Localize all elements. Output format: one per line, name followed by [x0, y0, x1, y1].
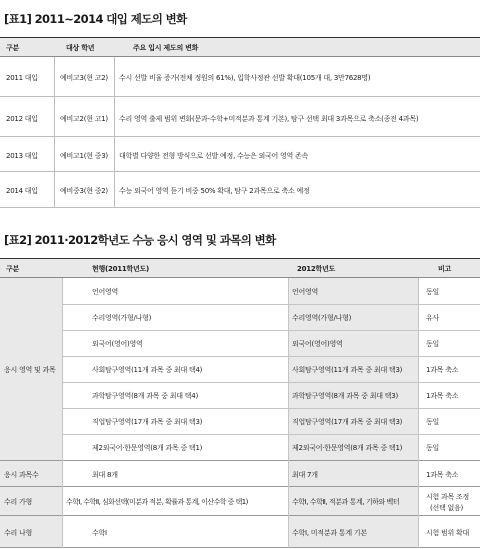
- table2-cell-note-sub: (선택 없음): [430, 504, 463, 512]
- table2-cell-note: 동일: [426, 340, 440, 348]
- table2-header-note: 비고: [438, 265, 452, 273]
- table2-row-label: 수리 가형: [4, 498, 33, 506]
- table2-cell-note: 동일: [426, 418, 440, 426]
- table1-row: [0, 57, 480, 97]
- table2-divider: [288, 278, 289, 548]
- table1-cell-grade: 예비중3(현 중2): [60, 187, 108, 195]
- table2-cell-2012: 수학Ⅰ, 수학Ⅱ, 적분과 통계, 기하와 벡터: [292, 498, 400, 506]
- table2-cell-note: 동일: [426, 444, 440, 452]
- table2-cell-current: 외국어(영어)영역: [92, 340, 143, 348]
- table2-cell-current: 최대 8개: [92, 471, 118, 479]
- table2-cell-current: 수리영역(가형/나형): [92, 314, 152, 322]
- table1-cell-year: 2013 대입: [6, 152, 38, 160]
- table1-header-grade: 대상 학년: [66, 44, 95, 52]
- table2-bottom-line: [0, 547, 480, 548]
- table1-cell-grade: 예비고3(현 고2): [60, 74, 108, 82]
- table1-cell-change: 수리 영역 출제 범위 변화(문과-수학+미적분과 통계 기본), 탐구 선택 최대 3과목으로 축소(종전 4과목): [119, 115, 419, 123]
- table2-row-line: [0, 515, 480, 516]
- table1-divider: [54, 57, 55, 208]
- table1-row: [0, 97, 480, 137]
- table2-group-label: 응시 영역 및 과목: [4, 366, 56, 374]
- table2-cell-note: 시험 과목 조정: [426, 493, 470, 501]
- table2-cell-current: 수학Ⅰ, 수학Ⅱ, 심화선택(미분과 적분, 확률과 통계, 이산수학 중 택1): [66, 498, 248, 506]
- table1-cell-year: 2012 대입: [6, 115, 38, 123]
- table2-header: [0, 258, 480, 278]
- table2-cell-note: 시험 범위 확대: [426, 529, 470, 537]
- table1-row: [0, 172, 480, 208]
- table2-row-line: [0, 460, 480, 461]
- table1-divider: [114, 57, 115, 208]
- table2-cell-2012: 사회탐구영역(11개 과목 중 최대 택3): [292, 366, 403, 374]
- table2-cell-note: 1과목 축소: [426, 366, 459, 374]
- table2-cell-2012: 언어영역: [292, 288, 319, 296]
- table2-cell-note: 1과목 축소: [426, 471, 459, 479]
- table2-cell-note: 유사: [426, 314, 440, 322]
- table2-cell-2012: 과학탐구영역(8개 과목 중 최대 택3): [292, 392, 398, 400]
- table2-row-label: 수리 나형: [4, 529, 33, 537]
- table2-cell-note: 동일: [426, 288, 440, 296]
- table2-cell-2012: 최대 7개: [292, 471, 318, 479]
- table2-divider: [62, 278, 63, 548]
- table1-cell-year: 2014 대입: [6, 187, 38, 195]
- table1-header-changes: 주요 입시 제도의 변화: [133, 44, 199, 52]
- table1-cell-change: 대학별 다양한 전형 방식으로 선발 예정, 수능은 외국어 영역 존속: [119, 152, 309, 160]
- table2-cell-2012: 수학Ⅰ, 미적분과 통계 기본: [292, 529, 367, 537]
- table1-row: [0, 137, 480, 172]
- table2-title: [표2] 2011·2012학년도 수능 응시 영역 및 과목의 변화: [4, 233, 276, 247]
- table2-cell-current: 과학탐구영역(8개 과목 중 최대 택4): [92, 392, 198, 400]
- table1-title: [표1] 2011~2014 대입 제도의 변화: [4, 12, 187, 26]
- table2-divider: [418, 278, 419, 548]
- table2-cell-2012: 직업탐구영역(17개 과목 중 최대 택3): [292, 418, 403, 426]
- table2-cell-current: 제2외국어·한문영역(8개 과목 중 택1): [92, 444, 203, 452]
- table1-cell-change: 수능 외국어 영역 듣기 비중 50% 확대, 탐구 2과목으로 축소 예정: [119, 187, 310, 195]
- table2-row-label: 응시 과목수: [4, 471, 39, 479]
- table2-row-line: [0, 486, 480, 487]
- table2-header-2012: 2012학년도: [297, 265, 336, 273]
- table1-header-category: 구분: [6, 44, 20, 52]
- table2-header-category: 구분: [6, 265, 20, 273]
- table2-cell-current: 언어영역: [92, 288, 119, 296]
- table1-cell-grade: 예비고2(현 고1): [60, 115, 108, 123]
- table2-cell-current: 직업탐구영역(17개 과목 중 최대 택3): [92, 418, 203, 426]
- table2-cell-note: 1과목 축소: [426, 392, 459, 400]
- table1-cell-change: 수시 선발 비율 증가(전체 정원의 61%), 입학사정관 선발 확대(105개 대, 3만7628명): [119, 74, 371, 82]
- table2-cell-current: 사회탐구영역(11개 과목 중 최대 택4): [92, 366, 203, 374]
- table1-header: [0, 37, 480, 57]
- table1-cell-grade: 예비고1(현 중3): [60, 152, 108, 160]
- table2-header-current: 현행(2011학년도): [92, 265, 149, 273]
- table2-cell-2012: 제2외국어·한문영역(8개 과목 중 택1): [292, 444, 403, 452]
- table1-cell-year: 2011 대입: [6, 74, 38, 82]
- table2-cell-2012: 외국어(영어)영역: [292, 340, 343, 348]
- table2-cell-current: 수학Ⅰ: [92, 529, 107, 537]
- table2-cell-2012: 수리영역(가형/나형): [292, 314, 352, 322]
